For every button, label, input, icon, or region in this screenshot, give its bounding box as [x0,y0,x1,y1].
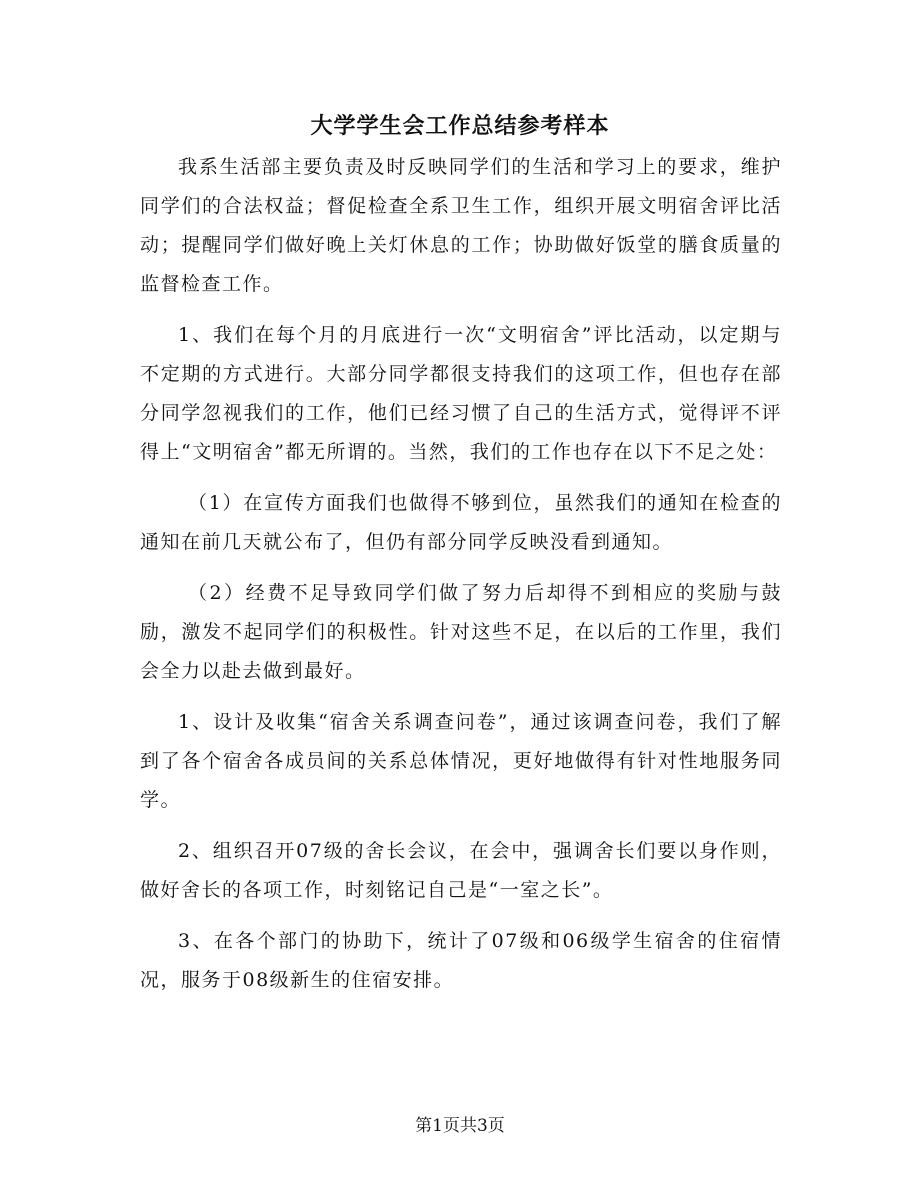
document-title: 大学学生会工作总结参考样本 [310,113,610,139]
statistics-paragraph: 3、在各个部门的协助下，统计了07级和06级学生宿舍的住宿情况，服务于08级新生的住宿安排。 [140,930,782,991]
subitem-1-paragraph: （1）在宣传方面我们也做得不够到位，虽然我们的通知在检查的通知在前几天就公布了，但仍有部分同学反映没看到通知。 [140,492,782,553]
item-1-paragraph: 1、我们在每个月的月底进行一次“文明宿舍”评比活动，以定期与不定期的方式进行。大部分同学都很支持我们的这项工作，但也存在部分同学忽视我们的工作，他们已经习惯了自己的生活方式，觉得评不评得上“文明宿舍”都无所谓的。当然，我们的工作也存在以下不足之处： [140,324,782,463]
page-number: 第1页共3页 [415,1116,505,1136]
subitem-2-paragraph: （2）经费不足导致同学们做了努力后却得不到相应的奖励与鼓励，激发不起同学们的积极性。针对这些不足，在以后的工作里，我们会全力以赴去做到最好。 [140,582,782,682]
meeting-paragraph: 2、组织召开07级的舍长会议，在会中，强调舍长们要以身作则，做好舍长的各项工作，时刻铭记自己是“一室之长”。 [140,840,782,901]
document-body [140,148,782,1012]
survey-paragraph: 1、设计及收集“宿舍关系调查问卷”，通过该调查问卷，我们了解到了各个宿舍各成员间的关系总体情况，更好地做得有针对性地服务同学。 [140,711,782,811]
intro-paragraph: 我系生活部主要负责及时反映同学们的生活和学习上的要求，维护同学们的合法权益；督促检查全系卫生工作，组织开展文明宿舍评比活动；提醒同学们做好晚上关灯休息的工作；协助做好饭堂的膳食质量的监督检查工作。 [140,156,782,295]
